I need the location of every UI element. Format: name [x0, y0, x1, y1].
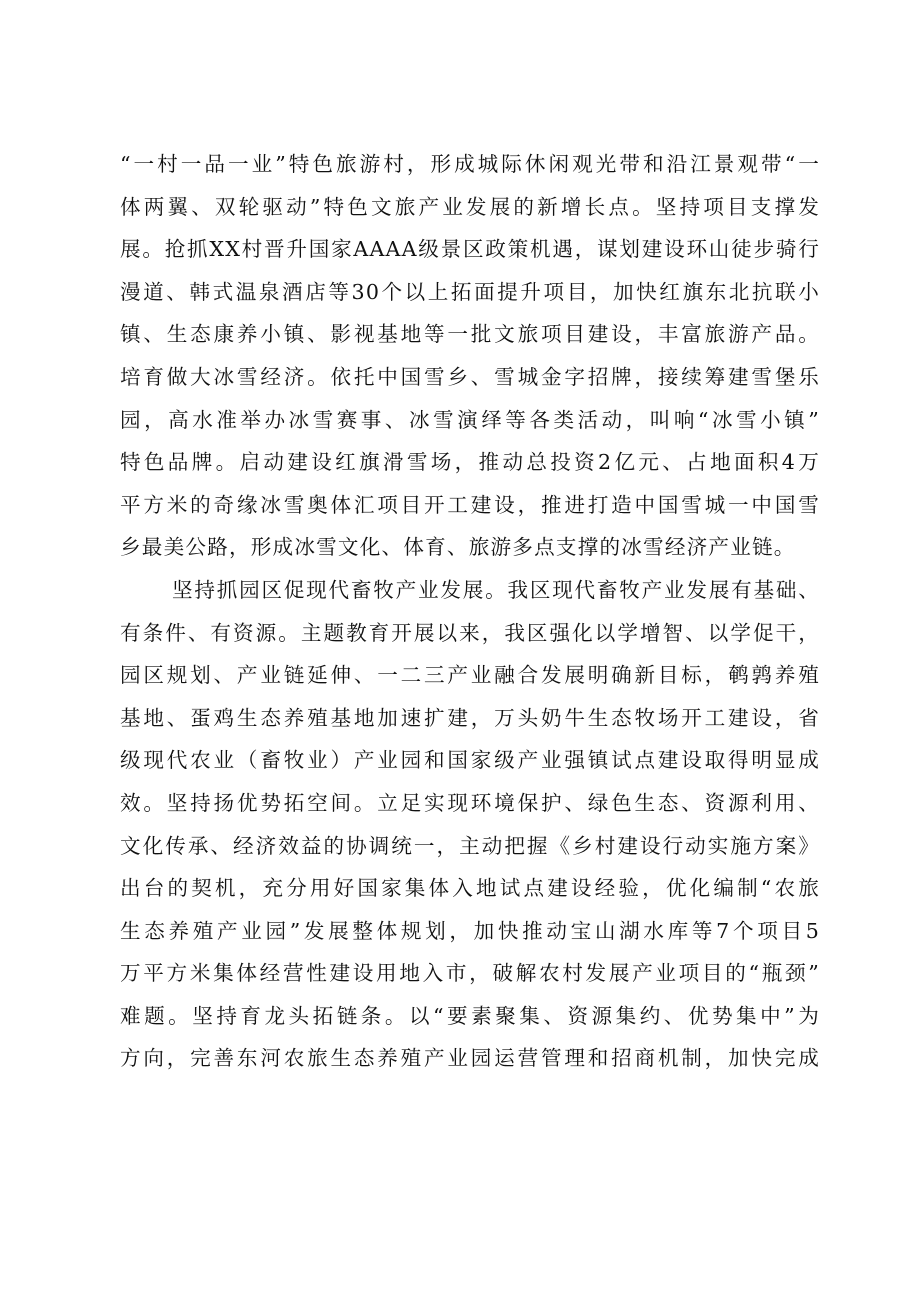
text-line: 体两翼、双轮驱动”特色文旅产业发展的新增长点。坚持项目支撑发: [120, 194, 820, 219]
text-line: 镇、生态康养小镇、影视基地等一批文旅项目建设，丰富旅游产品。: [120, 322, 820, 347]
text-line: 万平方米集体经营性建设用地入市，破解农村发展产业项目的“瓶颈”: [120, 961, 820, 986]
text-line: 园，高水准举办冰雪赛事、冰雪演绎等各类活动，叫响“冰雪小镇”: [120, 407, 820, 432]
text-line: 乡最美公路，形成冰雪文化、体育、旅游多点支撑的冰雪经济产业链。: [120, 535, 796, 560]
text-line: 生态养殖产业园”发展整体规划，加快推动宝山湖水库等7个项目5: [120, 918, 820, 943]
text-line: 平方米的奇缘冰雪奥体汇项目开工建设，推进打造中国雪城一中国雪: [120, 492, 820, 517]
paragraph-start-line: 坚持抓园区促现代畜牧产业发展。我区现代畜牧产业发展有基础、: [172, 577, 820, 602]
text-line: 级现代农业（畜牧业）产业园和国家级产业强镇试点建设取得明显成: [120, 748, 820, 773]
text-line: 特色品牌。启动建设红旗滑雪场，推动总投资2亿元、占地面积4万: [120, 450, 820, 475]
text-line: 漫道、韩式温泉酒店等30个以上拓面提升项目，加快红旗东北抗联小: [120, 279, 820, 304]
text-line: 展。抢抓XX村晋升国家AAAA级景区政策机遇，谋划建设环山徒步骑行: [120, 237, 820, 262]
text-line: 培育做大冰雪经济。依托中国雪乡、雪城金字招牌，接续筹建雪堡乐: [120, 364, 820, 389]
text-line: 效。坚持扬优势拓空间。立足实现环境保护、绿色生态、资源利用、: [120, 790, 820, 815]
text-line: 基地、蛋鸡生态养殖基地加速扩建，万头奶牛生态牧场开工建设，省: [120, 705, 820, 730]
text-line: 难题。坚持育龙头拓链条。以“要素聚集、资源集约、优势集中”为: [120, 1003, 820, 1028]
text-line: 园区规划、产业链延伸、一二三产业融合发展明确新目标，鹌鹑养殖: [120, 663, 820, 688]
text-line: 出台的契机，充分用好国家集体入地试点建设经验，优化编制“农旅: [120, 876, 820, 901]
text-line: 方向，完善东河农旅生态养殖产业园运营管理和招商机制，加快完成: [120, 1046, 820, 1071]
text-line: 文化传承、经济效益的协调统一，主动把握《乡村建设行动实施方案》: [120, 833, 820, 858]
text-line: 有条件、有资源。主题教育开展以来，我区强化以学增智、以学促干，: [120, 620, 820, 645]
body-text: [120, 143, 820, 1080]
text-line: “一村一品一业”特色旅游村，形成城际休闲观光带和沿江景观带“一: [120, 152, 820, 176]
